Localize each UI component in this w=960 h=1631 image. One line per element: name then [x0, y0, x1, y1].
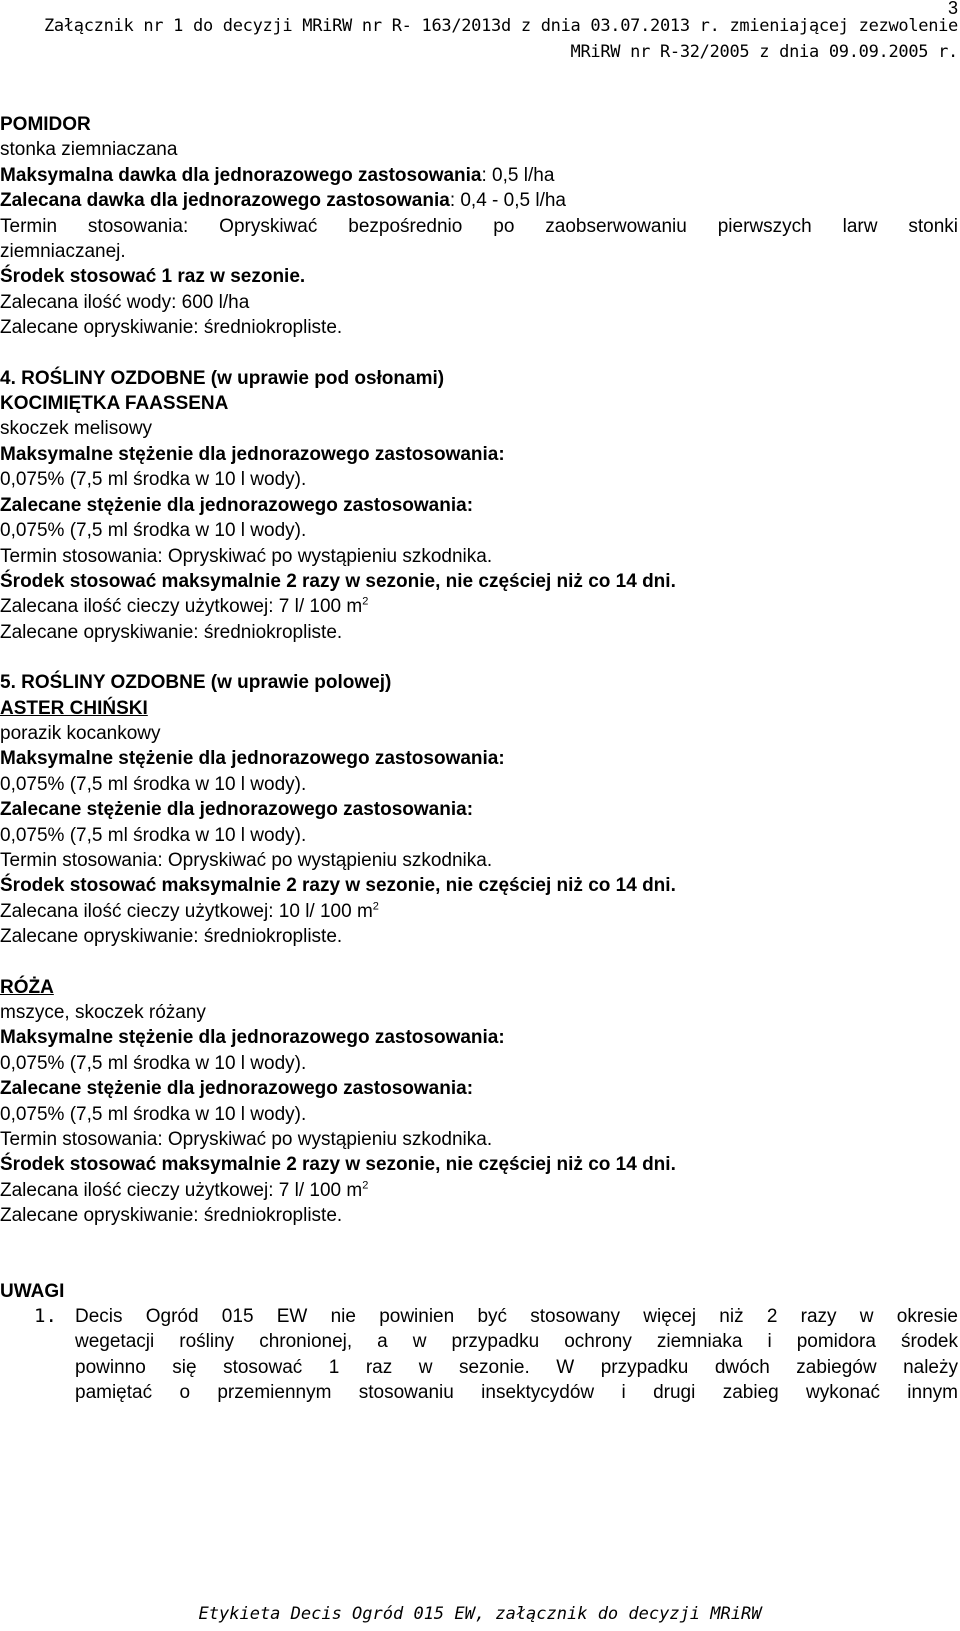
- max-dose-label: Maksymalna dawka dla jednorazowego zastosowania: [0, 164, 482, 186]
- header-line-2: MRiRW nr R-32/2005 z dnia 09.09.2005 r.: [570, 42, 958, 62]
- liquid-amount-sup: 2: [372, 900, 379, 913]
- page-number: 3: [947, 0, 958, 18]
- liquid-amount: [0, 899, 958, 924]
- rec-concentration-value: 0,075% (7,5 ml środka w 10 l wody).: [0, 1103, 307, 1125]
- notes-item-line: pamiętać o przemiennym stosowaniu insektycydów i drugi zabieg wykonać innym: [75, 1382, 958, 1404]
- plant-title-kocimietka: KOCIMIĘTKA FAASSENA: [0, 393, 229, 415]
- term-line: Termin stosowania: Opryskiwać po wystąpieniu szkodnika.: [0, 1129, 493, 1151]
- liquid-amount: [0, 594, 958, 619]
- document-body: [0, 112, 958, 1406]
- page-footer: Etykieta Decis Ogród 015 EW, załącznik do decyzji MRiRW: [198, 1604, 762, 1624]
- notes-heading: UWAGI: [0, 1280, 65, 1302]
- max-dose-line: [0, 163, 958, 188]
- frequency-line: Środek stosować 1 raz w sezonie.: [0, 266, 306, 288]
- rec-dose-line: [0, 188, 958, 213]
- spray-type: Zalecane opryskiwanie: średniokropliste.: [0, 317, 343, 339]
- max-concentration-value: 0,075% (7,5 ml środka w 10 l wody).: [0, 469, 307, 491]
- notes-item-text: [75, 1304, 958, 1406]
- liquid-amount-sup: 2: [362, 1179, 369, 1192]
- spray-type: Zalecane opryskiwanie: średniokropliste.: [0, 926, 343, 948]
- pest-name: mszyce, skoczek różany: [0, 1002, 206, 1023]
- rec-concentration-label: Zalecane stężenie dla jednorazowego zastosowania:: [0, 494, 474, 516]
- max-concentration-label: Maksymalne stężenie dla jednorazowego zastosowania:: [0, 1027, 505, 1049]
- frequency-line: Środek stosować maksymalnie 2 razy w sezonie, nie częściej niż co 14 dni.: [0, 570, 676, 592]
- pest-name: porazik kocankowy: [0, 722, 161, 744]
- rec-concentration-value: 0,075% (7,5 ml środka w 10 l wody).: [0, 824, 307, 846]
- section-4-heading: 4. ROŚLINY OZDOBNE (w uprawie pod osłonami): [0, 367, 445, 389]
- plant-title-roza: RÓŻA: [0, 976, 54, 998]
- rec-dose-label: Zalecana dawka dla jednorazowego zastosowania: [0, 190, 450, 212]
- pest-name: skoczek melisowy: [0, 418, 153, 440]
- max-concentration-value: 0,075% (7,5 ml środka w 10 l wody).: [0, 773, 307, 795]
- rec-dose-value: : 0,4 - 0,5 l/ha: [449, 190, 566, 212]
- liquid-amount-text: Zalecana ilość cieczy użytkowej: 7 l/ 100 m: [0, 596, 363, 618]
- max-concentration-label: Maksymalne stężenie dla jednorazowego zastosowania:: [0, 443, 505, 465]
- term-line: Termin stosowania: Opryskiwać po wystąpieniu szkodnika.: [0, 849, 493, 871]
- liquid-amount-text: Zalecana ilość cieczy użytkowej: 7 l/ 100 m: [0, 1179, 363, 1201]
- rec-concentration-label: Zalecane stężenie dla jednorazowego zastosowania:: [0, 799, 474, 821]
- rec-concentration-label: Zalecane stężenie dla jednorazowego zastosowania:: [0, 1078, 474, 1100]
- pest-name: stonka ziemniaczana: [0, 139, 178, 161]
- water-amount: Zalecana ilość wody: 600 l/ha: [0, 291, 250, 313]
- frequency-line: Środek stosować maksymalnie 2 razy w sezonie, nie częściej niż co 14 dni.: [0, 875, 676, 897]
- max-dose-value: : 0,5 l/ha: [481, 164, 555, 186]
- notes-item-line: Decis Ogród 015 EW nie powinien być stosowany więcej niż 2 razy w okresie: [75, 1306, 958, 1328]
- notes-list-item: [0, 1304, 958, 1406]
- spray-type: Zalecane opryskiwanie: średniokropliste.: [0, 621, 343, 643]
- spray-type: Zalecane opryskiwanie: średniokropliste.: [0, 1205, 343, 1227]
- notes-item-line: wegetacji rośliny chronionej, a w przypadku ochrony ziemniaka i pomidora środek: [75, 1331, 958, 1353]
- frequency-line: Środek stosować maksymalnie 2 razy w sezonie, nie częściej niż co 14 dni.: [0, 1154, 676, 1176]
- term-line: Termin stosowania: Opryskiwać po wystąpieniu szkodnika.: [0, 545, 493, 567]
- liquid-amount-text: Zalecana ilość cieczy użytkowej: 10 l/ 100 m: [0, 900, 373, 922]
- rec-concentration-value: 0,075% (7,5 ml środka w 10 l wody).: [0, 520, 307, 542]
- liquid-amount-sup: 2: [362, 595, 369, 608]
- term-line-cont: ziemniaczanej.: [0, 241, 126, 263]
- max-concentration-value: 0,075% (7,5 ml środka w 10 l wody).: [0, 1052, 307, 1074]
- max-concentration-label: Maksymalne stężenie dla jednorazowego zastosowania:: [0, 748, 505, 770]
- crop-title-pomidor: POMIDOR: [0, 114, 91, 135]
- term-line: Termin stosowania: Opryskiwać bezpośrednio po zaobserwowaniu pierwszych larw stonki: [0, 215, 958, 237]
- notes-item-number: 1.: [34, 1305, 57, 1328]
- section-5-heading: 5. ROŚLINY OZDOBNE (w uprawie polowej): [0, 672, 392, 694]
- plant-title-aster: ASTER CHIŃSKI: [0, 697, 148, 719]
- liquid-amount: [0, 1178, 958, 1203]
- notes-item-line: powinno się stosować 1 raz w sezonie. W przypadku dwóch zabiegów należy: [75, 1356, 958, 1378]
- header-line-1: Załącznik nr 1 do decyzji MRiRW nr R- 163/2013d z dnia 03.07.2013 r. zmieniającej zezwolenie: [43, 16, 958, 36]
